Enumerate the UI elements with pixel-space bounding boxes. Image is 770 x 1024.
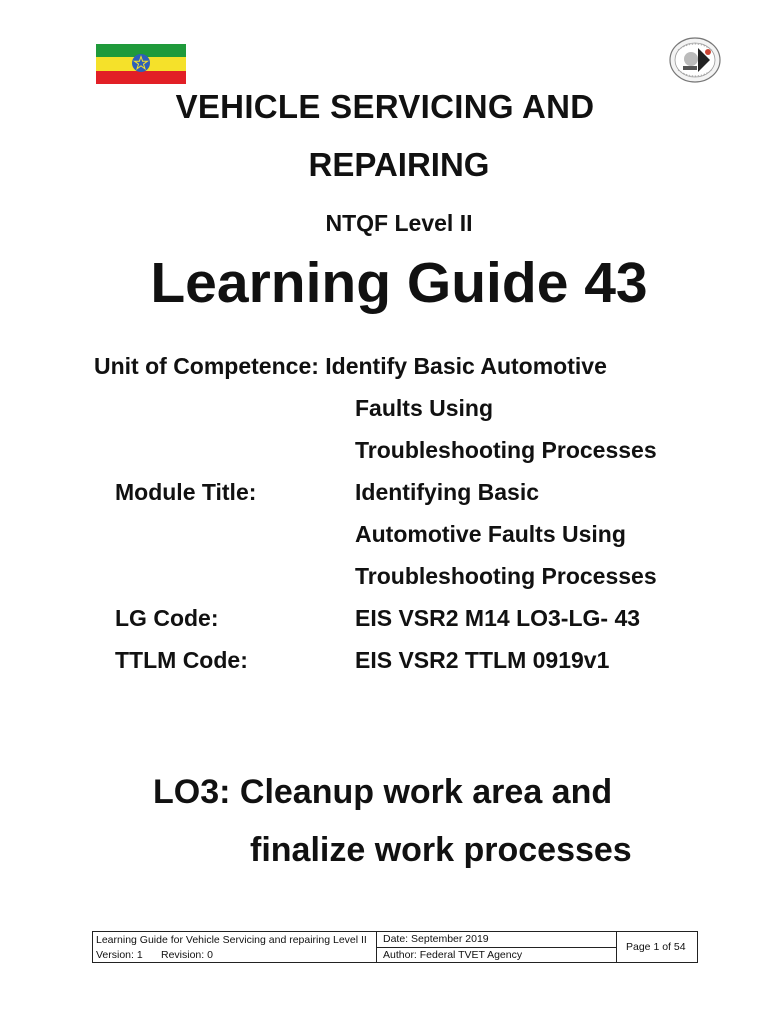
- module-title-value-line-2: Automotive Faults Using: [355, 521, 626, 547]
- ttlm-code-label: TTLM Code:: [115, 647, 248, 673]
- footer-divider: [616, 932, 617, 962]
- lg-code-label: LG Code:: [115, 605, 219, 631]
- ethiopia-flag-icon: [96, 44, 186, 84]
- learning-guide-title: Learning Guide 43: [150, 251, 648, 315]
- page-footer-table: [92, 931, 698, 963]
- lg-code-value: EIS VSR2 M14 LO3-LG- 43: [355, 605, 641, 631]
- document-title-line-2: REPAIRING: [308, 146, 490, 183]
- agency-seal-icon: [668, 36, 722, 84]
- unit-of-competence-value-line-3: Troubleshooting Processes: [355, 437, 657, 463]
- unit-of-competence-value-line-1: Identify Basic Automotive: [325, 353, 607, 379]
- footer-version: Version: 1: [96, 949, 143, 961]
- learning-outcome-line-1: LO3: Cleanup work area and: [153, 773, 613, 811]
- footer-guide-name: Learning Guide for Vehicle Servicing and repairing Level II: [96, 934, 367, 946]
- footer-date: Date: September 2019: [383, 933, 489, 945]
- unit-of-competence-label: Unit of Competence:: [94, 353, 319, 379]
- document-title-line-1: VEHICLE SERVICING AND: [175, 88, 595, 125]
- ttlm-code-value: EIS VSR2 TTLM 0919v1: [355, 647, 610, 673]
- unit-of-competence-row: [94, 353, 607, 380]
- learning-outcome-line-2: finalize work processes: [250, 831, 632, 869]
- module-title-value-line-3: Troubleshooting Processes: [355, 563, 657, 589]
- ntqf-level: NTQF Level II: [325, 210, 473, 236]
- flag-red-stripe: [96, 71, 186, 84]
- unit-of-competence-value-line-2: Faults Using: [355, 395, 494, 421]
- footer-page-number: Page 1 of 54: [626, 941, 686, 953]
- flag-emblem-icon: [132, 54, 150, 72]
- star-icon: [132, 54, 150, 72]
- module-title-value-line-1: Identifying Basic: [355, 479, 540, 505]
- footer-author: Author: Federal TVET Agency: [383, 949, 523, 961]
- footer-revision: Revision: 0: [161, 949, 213, 961]
- module-title-label: Module Title:: [115, 479, 257, 505]
- flag-yellow-stripe: [96, 57, 186, 70]
